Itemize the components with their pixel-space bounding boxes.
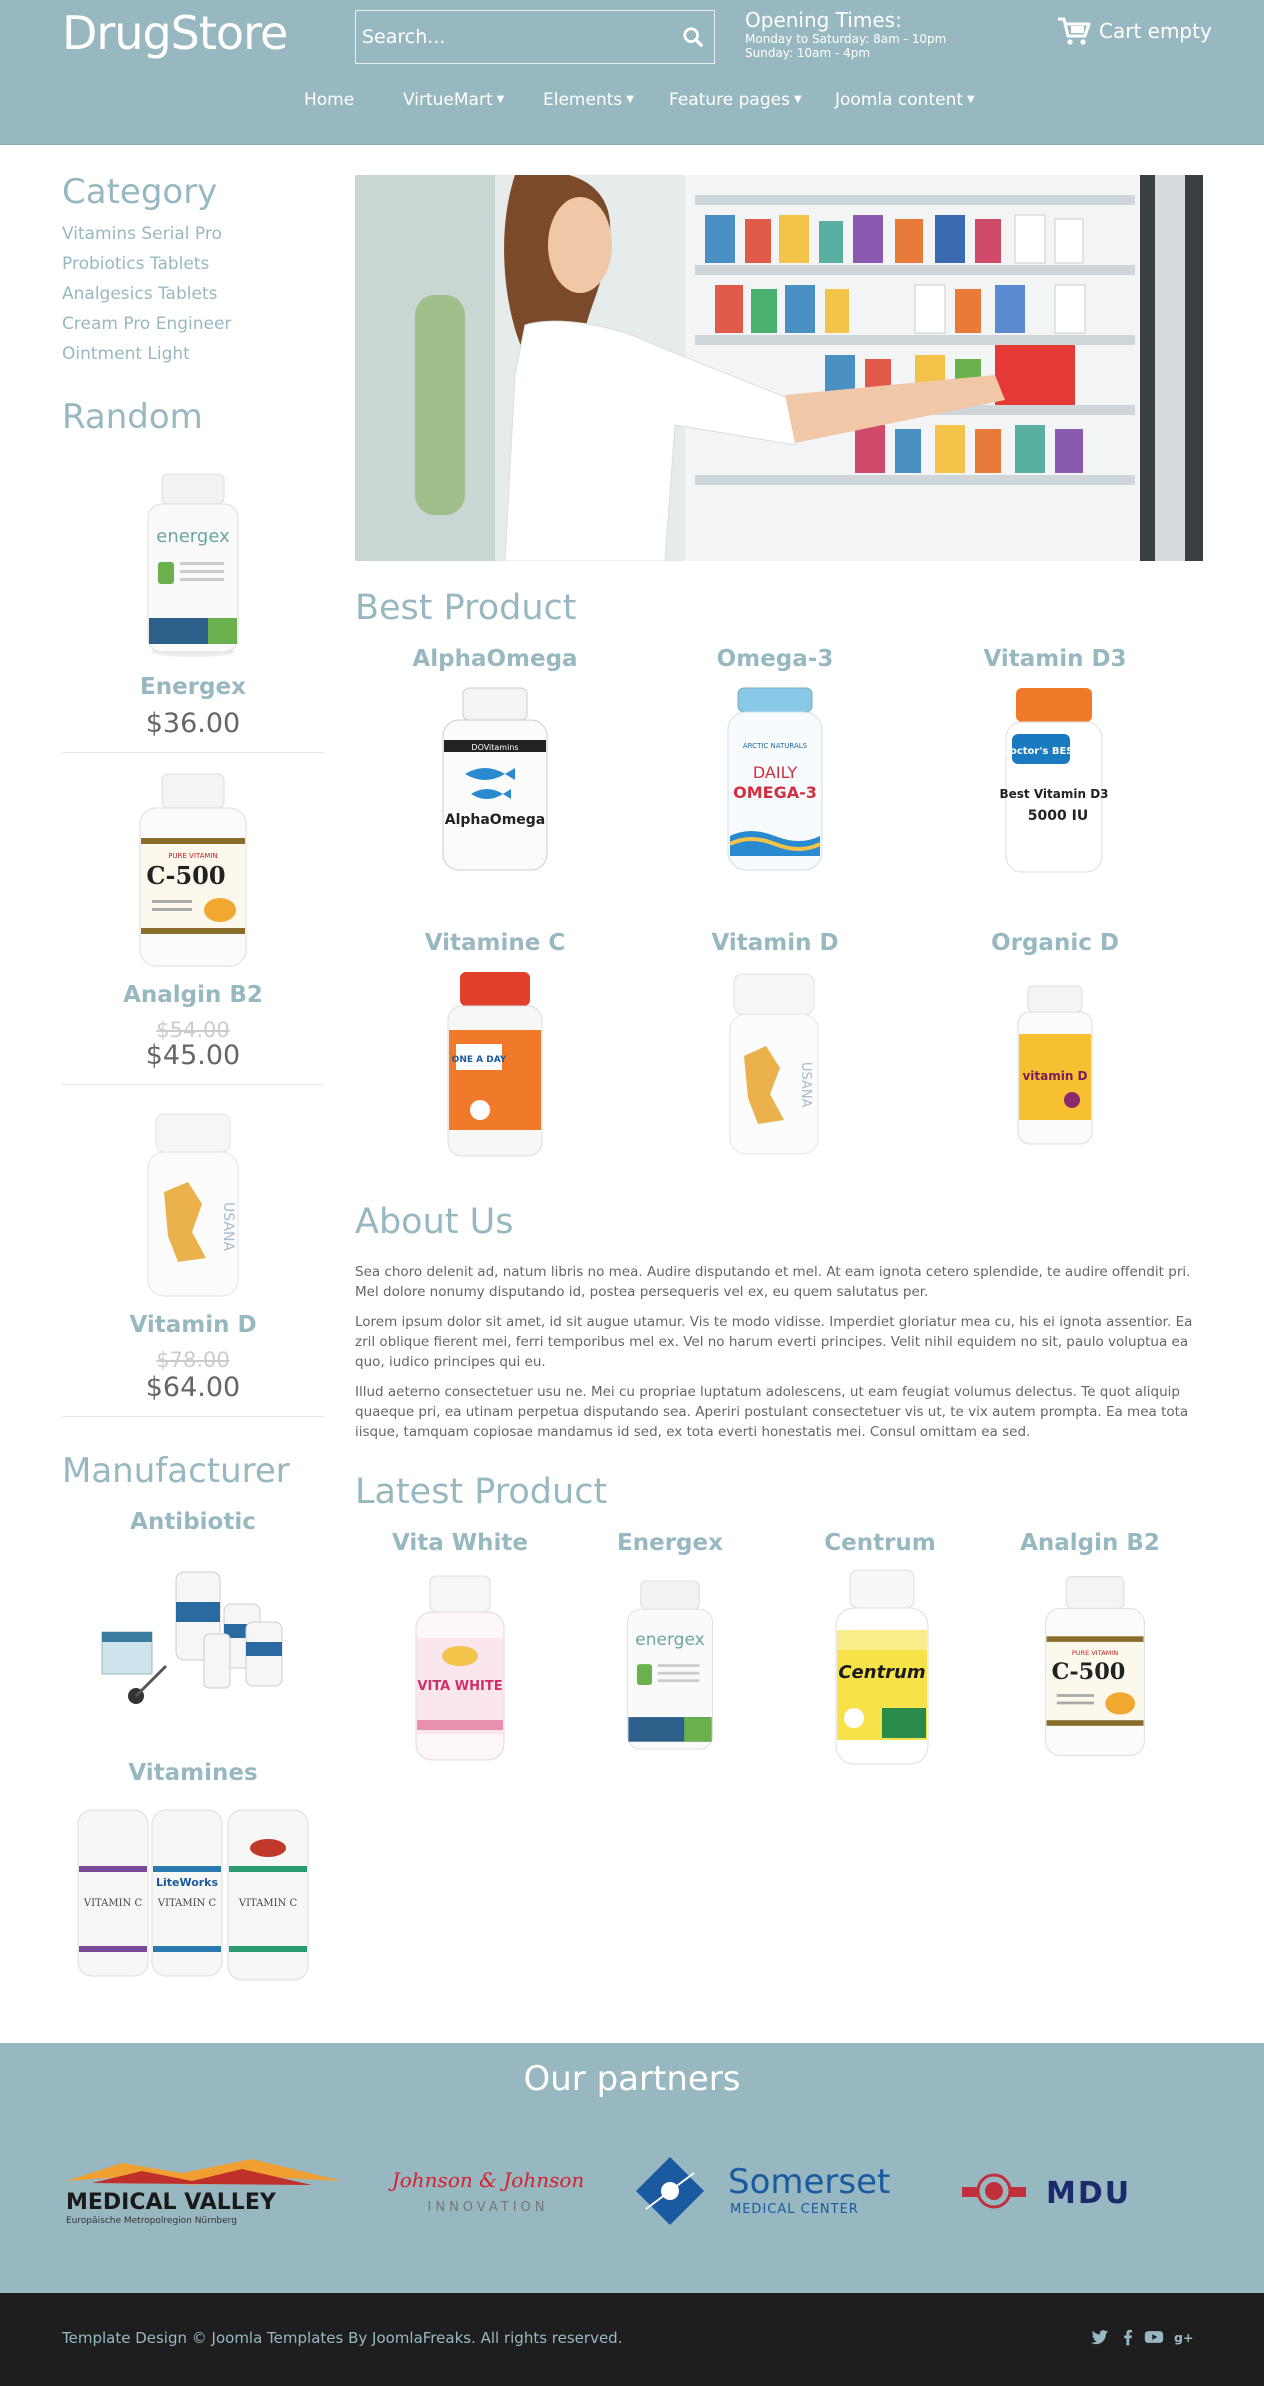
youtube-icon[interactable] bbox=[1144, 2327, 1164, 2347]
svg-text:MDU: MDU bbox=[1046, 2176, 1132, 2211]
manufacturer-image-vitamines[interactable] bbox=[72, 1806, 316, 1982]
nav-label: Elements bbox=[543, 90, 623, 110]
manufacturer-image-antibiotic[interactable] bbox=[96, 1562, 290, 1716]
site-logo[interactable]: DrugStore bbox=[62, 6, 288, 60]
nav-label: Feature pages bbox=[669, 90, 790, 110]
nav-label: Home bbox=[304, 90, 355, 110]
main-nav bbox=[0, 90, 1264, 120]
partner-logo-medical-valley[interactable] bbox=[62, 2151, 346, 2227]
pharmacy-hero-image bbox=[355, 175, 1203, 561]
product-image-energex[interactable] bbox=[138, 470, 248, 660]
latest-product-name[interactable]: Centrum bbox=[824, 1530, 936, 1556]
opening-times-weekday: Monday to Saturday: 8am - 10pm bbox=[745, 32, 947, 46]
svg-text:energex: energex bbox=[156, 526, 230, 547]
nav-item-joomla-content[interactable] bbox=[835, 90, 975, 110]
random-product-price: $36.00 bbox=[145, 708, 241, 739]
best-product-name[interactable]: Vitamine C bbox=[424, 930, 566, 956]
category-link[interactable]: Vitamins Serial Pro bbox=[62, 224, 222, 244]
svg-text:PURE VITAMIN: PURE VITAMIN bbox=[1071, 1648, 1119, 1657]
svg-text:5000 IU: 5000 IU bbox=[1027, 808, 1089, 824]
nav-item-virtuemart[interactable] bbox=[403, 90, 504, 110]
site-footer bbox=[0, 2293, 1264, 2386]
about-paragraph: Illud aeterno consectetuer usu ne. Mei cu propriae luptatum adolescens, ut eam feugiat volumus delectus. Te quot aliquip quaeque pri, ea utinam perpetua disputando sea. Aperiri postulant consectetuer vis ut, te vix autem prompta. Ea mea tota iisque, tamquam copiosae mandamus id sed, ex tota everti honestatis mei. Consul omittam ea sed. bbox=[355, 1384, 1189, 1440]
best-product-name[interactable]: Organic D bbox=[991, 930, 1119, 956]
partners-section bbox=[0, 2043, 1264, 2293]
svg-text:OMEGA-3: OMEGA-3 bbox=[733, 783, 817, 802]
best-product-name[interactable]: Omega-3 bbox=[716, 646, 834, 672]
best-product-name[interactable]: AlphaOmega bbox=[412, 646, 578, 672]
svg-text:DAILY: DAILY bbox=[752, 763, 798, 782]
category-link[interactable]: Ointment Light bbox=[62, 344, 190, 364]
nav-label: Joomla content bbox=[835, 90, 964, 110]
product-image-analgin-b2-latest[interactable] bbox=[1040, 1570, 1150, 1766]
svg-text:Europäische Metropolregion Nür: Europäische Metropolregion Nürnberg bbox=[66, 2216, 237, 2226]
random-product-old-price: $78.00 bbox=[156, 1348, 230, 1372]
svg-text:VITAMIN C: VITAMIN C bbox=[238, 1898, 298, 1909]
svg-text:vitamin D: vitamin D bbox=[1022, 1069, 1088, 1083]
svg-text:PURE VITAMIN: PURE VITAMIN bbox=[168, 852, 218, 860]
svg-text:ARCTIC NATURALS: ARCTIC NATURALS bbox=[742, 742, 808, 750]
latest-product-name[interactable]: Analgin B2 bbox=[1020, 1530, 1160, 1556]
caret-down-icon: ▼ bbox=[793, 94, 802, 105]
opening-times-title: Opening Times: bbox=[745, 8, 902, 32]
nav-item-elements[interactable] bbox=[543, 90, 634, 110]
svg-text:LiteWorks: LiteWorks bbox=[155, 1876, 219, 1889]
best-product-name[interactable]: Vitamin D bbox=[711, 930, 839, 956]
svg-text:MEDICAL VALLEY: MEDICAL VALLEY bbox=[66, 2190, 276, 2215]
manufacturer-name[interactable]: Antibiotic bbox=[130, 1509, 256, 1535]
random-product-price: $45.00 bbox=[145, 1040, 241, 1071]
about-paragraph: Sea choro delenit ad, natum libris no mea. Audire disputando et mel. At eam ignota cetero splendide, te audire offendit pri. Mel dolore nonumy disputando id, postea persequeris vel ex, eu quem salutatus per. bbox=[355, 1264, 1191, 1300]
cart-icon bbox=[1057, 16, 1091, 46]
product-image-omega-3[interactable] bbox=[720, 686, 830, 876]
product-image-organic-d[interactable] bbox=[1014, 984, 1096, 1150]
category-link[interactable]: Cream Pro Engineer bbox=[62, 314, 232, 334]
manufacturer-name[interactable]: Vitamines bbox=[128, 1760, 258, 1786]
svg-text:VITAMIN C: VITAMIN C bbox=[157, 1898, 217, 1909]
svg-text:MEDICAL CENTER: MEDICAL CENTER bbox=[730, 2202, 859, 2217]
caret-down-icon: ▼ bbox=[967, 94, 975, 105]
svg-text:USANA: USANA bbox=[798, 1062, 813, 1108]
separator bbox=[62, 1084, 324, 1085]
copyright-text: Template Design © Joomla Templates By JoomlaFreaks. All rights reserved. bbox=[62, 2329, 623, 2347]
google-plus-icon[interactable] bbox=[1174, 2327, 1194, 2347]
category-link[interactable]: Analgesics Tablets bbox=[62, 284, 218, 304]
separator bbox=[62, 752, 324, 753]
svg-text:Best Vitamin D3: Best Vitamin D3 bbox=[999, 787, 1109, 801]
best-product-name[interactable]: Vitamin D3 bbox=[983, 646, 1127, 672]
best-product-heading: Best Product bbox=[355, 588, 577, 628]
category-heading: Category bbox=[62, 172, 218, 212]
svg-text:USANA: USANA bbox=[220, 1202, 236, 1252]
svg-text:Doctor's BEST: Doctor's BEST bbox=[1001, 746, 1081, 757]
random-product-name[interactable]: Vitamin D bbox=[129, 1312, 257, 1338]
svg-text:g+: g+ bbox=[1174, 2330, 1194, 2345]
opening-times bbox=[745, 8, 946, 60]
svg-text:C-500: C-500 bbox=[1051, 1659, 1126, 1686]
search-input[interactable] bbox=[356, 11, 676, 63]
svg-text:ONE A DAY: ONE A DAY bbox=[451, 1055, 507, 1065]
latest-product-name[interactable]: Energex bbox=[617, 1530, 723, 1556]
product-image-centrum[interactable] bbox=[832, 1568, 932, 1770]
product-image-vitamin-d-best[interactable] bbox=[726, 972, 822, 1160]
about-us-heading: About Us bbox=[355, 1202, 514, 1242]
product-image-analgin-b2[interactable] bbox=[134, 772, 252, 972]
svg-text:VITAMIN C: VITAMIN C bbox=[83, 1898, 143, 1909]
svg-text:AlphaOmega: AlphaOmega bbox=[444, 812, 546, 828]
nav-item-feature-pages[interactable] bbox=[669, 90, 802, 110]
random-product-name[interactable]: Energex bbox=[140, 674, 246, 700]
svg-text:INNOVATION: INNOVATION bbox=[427, 2200, 549, 2215]
about-paragraph: Lorem ipsum dolor sit amet, id sit augue utamur. Vis te modo vidisse. Imperdiet gloriatur mea cu, his ei ignota assentior. Ea zril oblique fierent mei, ferri temporibus mel ex. Vel no harum everti principes. Velit nihil equidem no sit, paulo voluptua ea quo, iudico principes qui eu. bbox=[355, 1314, 1193, 1370]
partner-logo-mdu[interactable] bbox=[958, 2167, 1168, 2213]
svg-text:Somerset: Somerset bbox=[728, 2162, 891, 2202]
product-image-vitamine-c[interactable] bbox=[440, 970, 550, 1160]
product-image-vita-white[interactable] bbox=[410, 1574, 510, 1764]
caret-down-icon: ▼ bbox=[496, 94, 505, 105]
site-header bbox=[0, 0, 1264, 145]
random-heading: Random bbox=[62, 397, 203, 437]
nav-item-home[interactable] bbox=[304, 90, 354, 110]
nav-label: VirtueMart bbox=[403, 90, 493, 110]
svg-text:Johnson & Johnson: Johnson & Johnson bbox=[391, 2168, 585, 2192]
hero-banner[interactable] bbox=[355, 175, 1203, 561]
partners-heading: Our partners bbox=[523, 2059, 741, 2099]
svg-text:DOVitamins: DOVitamins bbox=[471, 743, 519, 752]
latest-product-heading: Latest Product bbox=[355, 1472, 608, 1512]
separator bbox=[62, 1416, 324, 1417]
random-product-price: $64.00 bbox=[145, 1372, 241, 1403]
category-link[interactable]: Probiotics Tablets bbox=[62, 254, 210, 274]
svg-text:energex: energex bbox=[635, 1630, 705, 1651]
random-product-old-price: $54.00 bbox=[156, 1018, 230, 1042]
opening-times-sunday: Sunday: 10am - 4pm bbox=[745, 46, 871, 60]
svg-text:VITA WHITE: VITA WHITE bbox=[417, 1679, 503, 1694]
random-product-name[interactable]: Analgin B2 bbox=[123, 982, 263, 1008]
product-image-energex-latest[interactable] bbox=[618, 1574, 722, 1760]
partner-logo-johnson-johnson[interactable] bbox=[350, 2163, 626, 2219]
product-image-vitamin-d3[interactable] bbox=[998, 686, 1110, 876]
svg-text:C-500: C-500 bbox=[146, 861, 226, 890]
manufacturer-heading: Manufacturer bbox=[62, 1451, 290, 1491]
partner-logo-somerset[interactable] bbox=[632, 2153, 922, 2229]
product-image-vitamin-d[interactable] bbox=[140, 1112, 246, 1302]
product-image-alphaomega[interactable] bbox=[435, 686, 555, 876]
search-form bbox=[355, 10, 715, 64]
caret-down-icon: ▼ bbox=[626, 94, 634, 105]
search-icon[interactable] bbox=[682, 26, 704, 48]
twitter-icon[interactable] bbox=[1090, 2327, 1110, 2347]
svg-text:Centrum: Centrum bbox=[838, 1662, 926, 1683]
cart-label: Cart empty bbox=[1099, 19, 1212, 43]
facebook-icon[interactable] bbox=[1118, 2327, 1138, 2347]
cart-widget[interactable] bbox=[1057, 16, 1212, 46]
latest-product-name[interactable]: Vita White bbox=[391, 1530, 529, 1556]
